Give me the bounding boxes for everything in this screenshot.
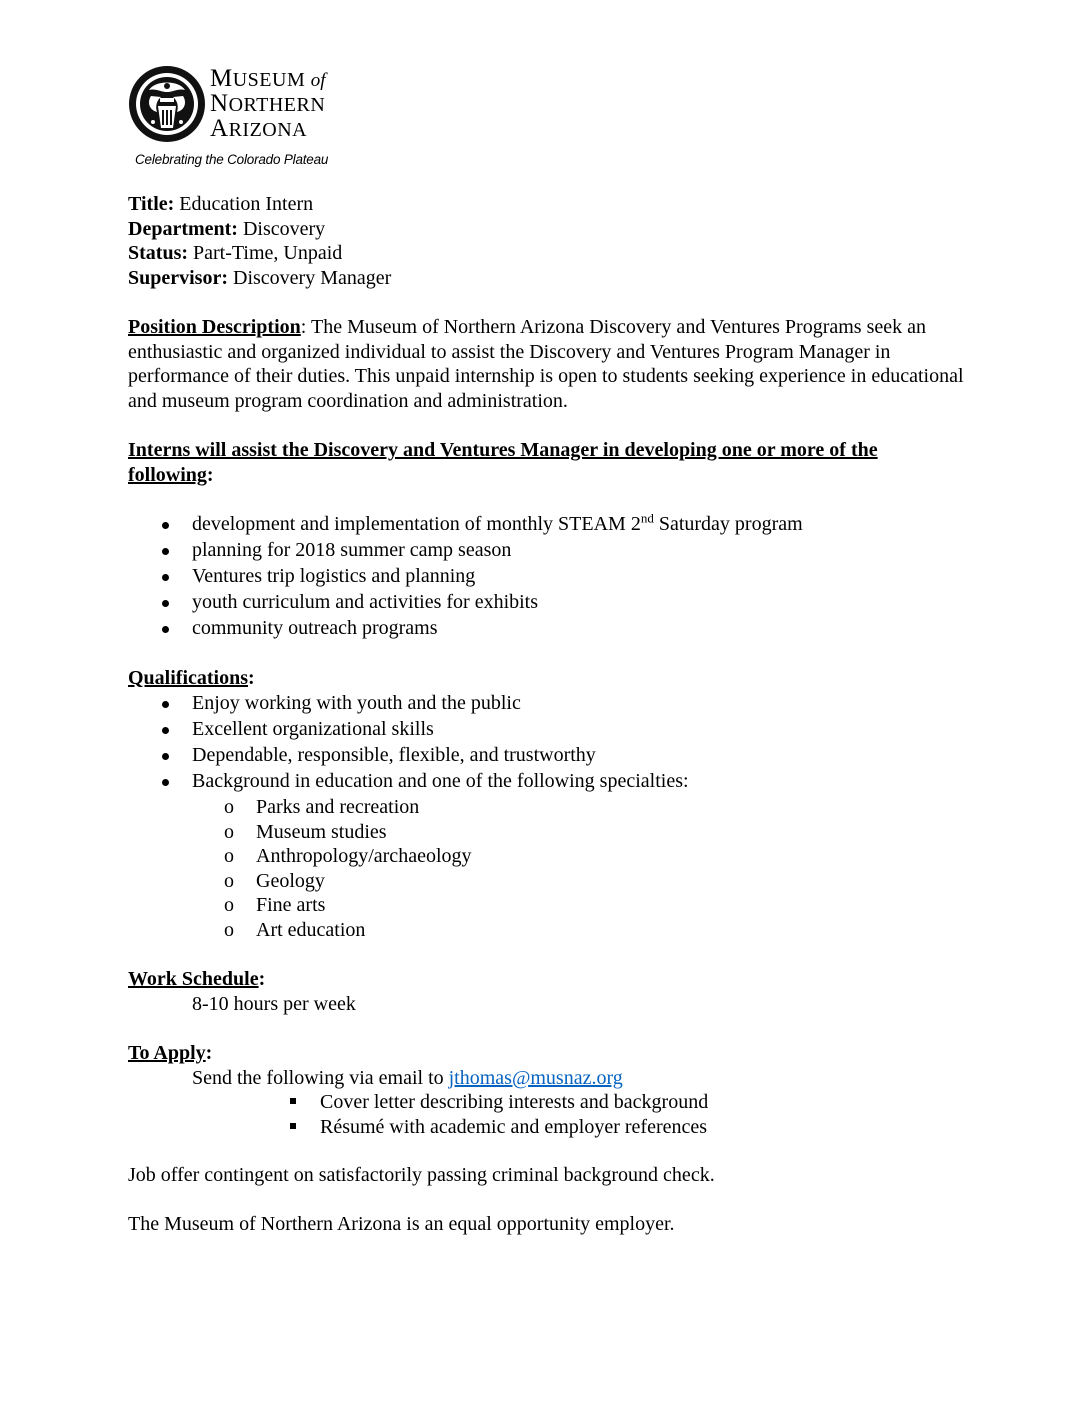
bullet-icon — [162, 701, 169, 708]
status-row — [128, 241, 968, 266]
position-heading: Position Description — [128, 316, 301, 338]
work-schedule: Work Schedule: 8-10 hours per week — [128, 967, 968, 1016]
position-description — [128, 315, 968, 413]
list-item: o Anthropology/archaeology — [224, 845, 472, 868]
job-header — [128, 192, 968, 290]
logo-word-museum: MUSEUM of — [210, 65, 326, 92]
list-item: Dependable, responsible, flexible, and trustworthy — [160, 743, 689, 769]
to-apply: To Apply: Send the following via email to jthomas@musnaz.org — [128, 1042, 623, 1089]
pottery-seal-icon — [127, 62, 207, 150]
bullet-icon — [162, 600, 169, 607]
status-label: Status: — [128, 242, 189, 265]
logo-word-northern: NORTHERN — [210, 90, 326, 117]
department-row — [128, 217, 968, 242]
supervisor-value: Discovery Manager — [228, 266, 392, 289]
list-item: o Museum studies — [224, 820, 387, 843]
list-item: community outreach programs — [160, 616, 803, 642]
title-value: Education Intern — [174, 193, 314, 215]
bullet-icon — [162, 626, 169, 633]
position-text: : The Museum of Northern Arizona Discovery and Ventures Programs seek an enthusiastic and organized individual to assist the Discovery and Ventures Program Manager in performance of their duties. This unpaid internship is open to students seeking experience in educational and museum program coordination and administration. — [128, 316, 964, 412]
square-bullet-icon — [290, 1098, 296, 1104]
list-item: Background in education and one of the following specialties: — [160, 769, 689, 795]
list-item: Cover letter describing interests and background — [288, 1090, 708, 1115]
status-value: Part-Time, Unpaid — [188, 242, 343, 265]
bullet-icon — [162, 727, 169, 734]
interns-heading-line1: Interns will assist the Discovery and Ventures Manager in developing one or more of the — [128, 439, 878, 461]
list-item: Enjoy working with youth and the public — [160, 691, 689, 717]
schedule-text: 8-10 hours per week — [192, 992, 356, 1015]
qualifications-list — [160, 691, 689, 795]
department-value: Discovery — [237, 217, 326, 240]
list-item: Résumé with academic and employer references — [288, 1115, 708, 1140]
list-item: o Art education — [224, 918, 366, 941]
bullet-icon — [162, 574, 169, 581]
equal-opportunity-note: The Museum of Northern Arizona is an equal opportunity employer. — [128, 1213, 675, 1235]
interns-list — [160, 512, 803, 642]
list-item: o Fine arts — [224, 894, 326, 917]
specialties-list — [224, 795, 472, 943]
supervisor-row — [128, 266, 968, 291]
logo-tagline: Celebrating the Colorado Plateau — [135, 152, 329, 167]
square-bullet-icon — [290, 1123, 296, 1129]
list-item: o Parks and recreation — [224, 796, 420, 818]
email-link[interactable]: jthomas@musnaz.org — [448, 1066, 623, 1089]
apply-list — [288, 1090, 708, 1139]
logo-word-arizona: ARIZONA — [210, 115, 308, 142]
list-item: Excellent organizational skills — [160, 717, 689, 743]
title-row — [128, 192, 968, 217]
department-label: Department: — [128, 217, 238, 240]
background-check-note: Job offer contingent on satisfactorily passing criminal background check. — [128, 1164, 715, 1186]
bullet-icon — [162, 522, 169, 529]
list-item: planning for 2018 summer camp season — [160, 538, 803, 564]
qualifications-heading: Qualifications: — [128, 667, 255, 689]
bullet-icon — [162, 548, 169, 555]
bullet-icon — [162, 753, 169, 760]
title-label: Title: — [128, 193, 175, 215]
list-item: development and implementation of monthly STEAM 2nd Saturday program — [160, 512, 803, 538]
bullet-icon — [162, 779, 169, 786]
list-item: o Geology — [224, 869, 325, 892]
supervisor-label: Supervisor: — [128, 266, 228, 289]
interns-heading: Interns will assist the Discovery and Ventures Manager in developing one or more of the following: — [128, 438, 968, 487]
list-item: Ventures trip logistics and planning — [160, 564, 803, 590]
list-item: youth curriculum and activities for exhibits — [160, 590, 803, 616]
museum-logo — [127, 62, 357, 174]
interns-heading-line2: following — [128, 463, 207, 486]
